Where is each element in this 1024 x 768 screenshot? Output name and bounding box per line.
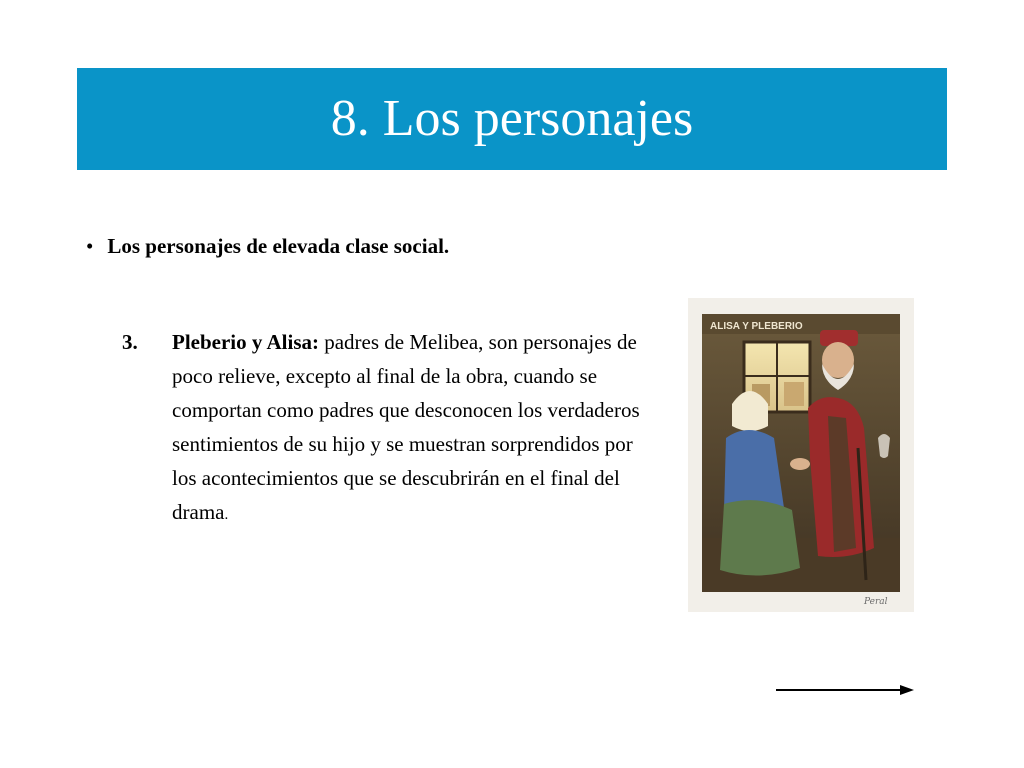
item-end: . xyxy=(224,507,229,523)
bullet-text: Los personajes de elevada clase social. xyxy=(107,234,450,258)
right-arrow-icon[interactable] xyxy=(776,682,916,698)
item-number: 3. xyxy=(122,330,138,354)
item-description: padres de Melibea, son personajes de poco relieve, excepto al final de la obra, cuando se comportan como padres que desconocen los verdaderos sentimientos de su hijo y se muestran sorprendidos por los acontecimientos que se descubrirán en el final del drama xyxy=(172,330,640,524)
painting-caption: ALISA Y PLEBERIO xyxy=(710,321,803,332)
slide-title: 8. Los personajes xyxy=(330,90,694,147)
bullet-point xyxy=(86,234,449,259)
painting-illustration xyxy=(688,298,914,612)
title-bar xyxy=(77,68,947,170)
item-body xyxy=(172,325,642,532)
painting-alisa-y-pleberio xyxy=(688,298,914,612)
bullet-symbol: • xyxy=(86,234,94,258)
painting-signature: Peral xyxy=(864,597,888,607)
numbered-item xyxy=(122,325,642,532)
item-heading: Pleberio y Alisa: xyxy=(172,330,319,354)
